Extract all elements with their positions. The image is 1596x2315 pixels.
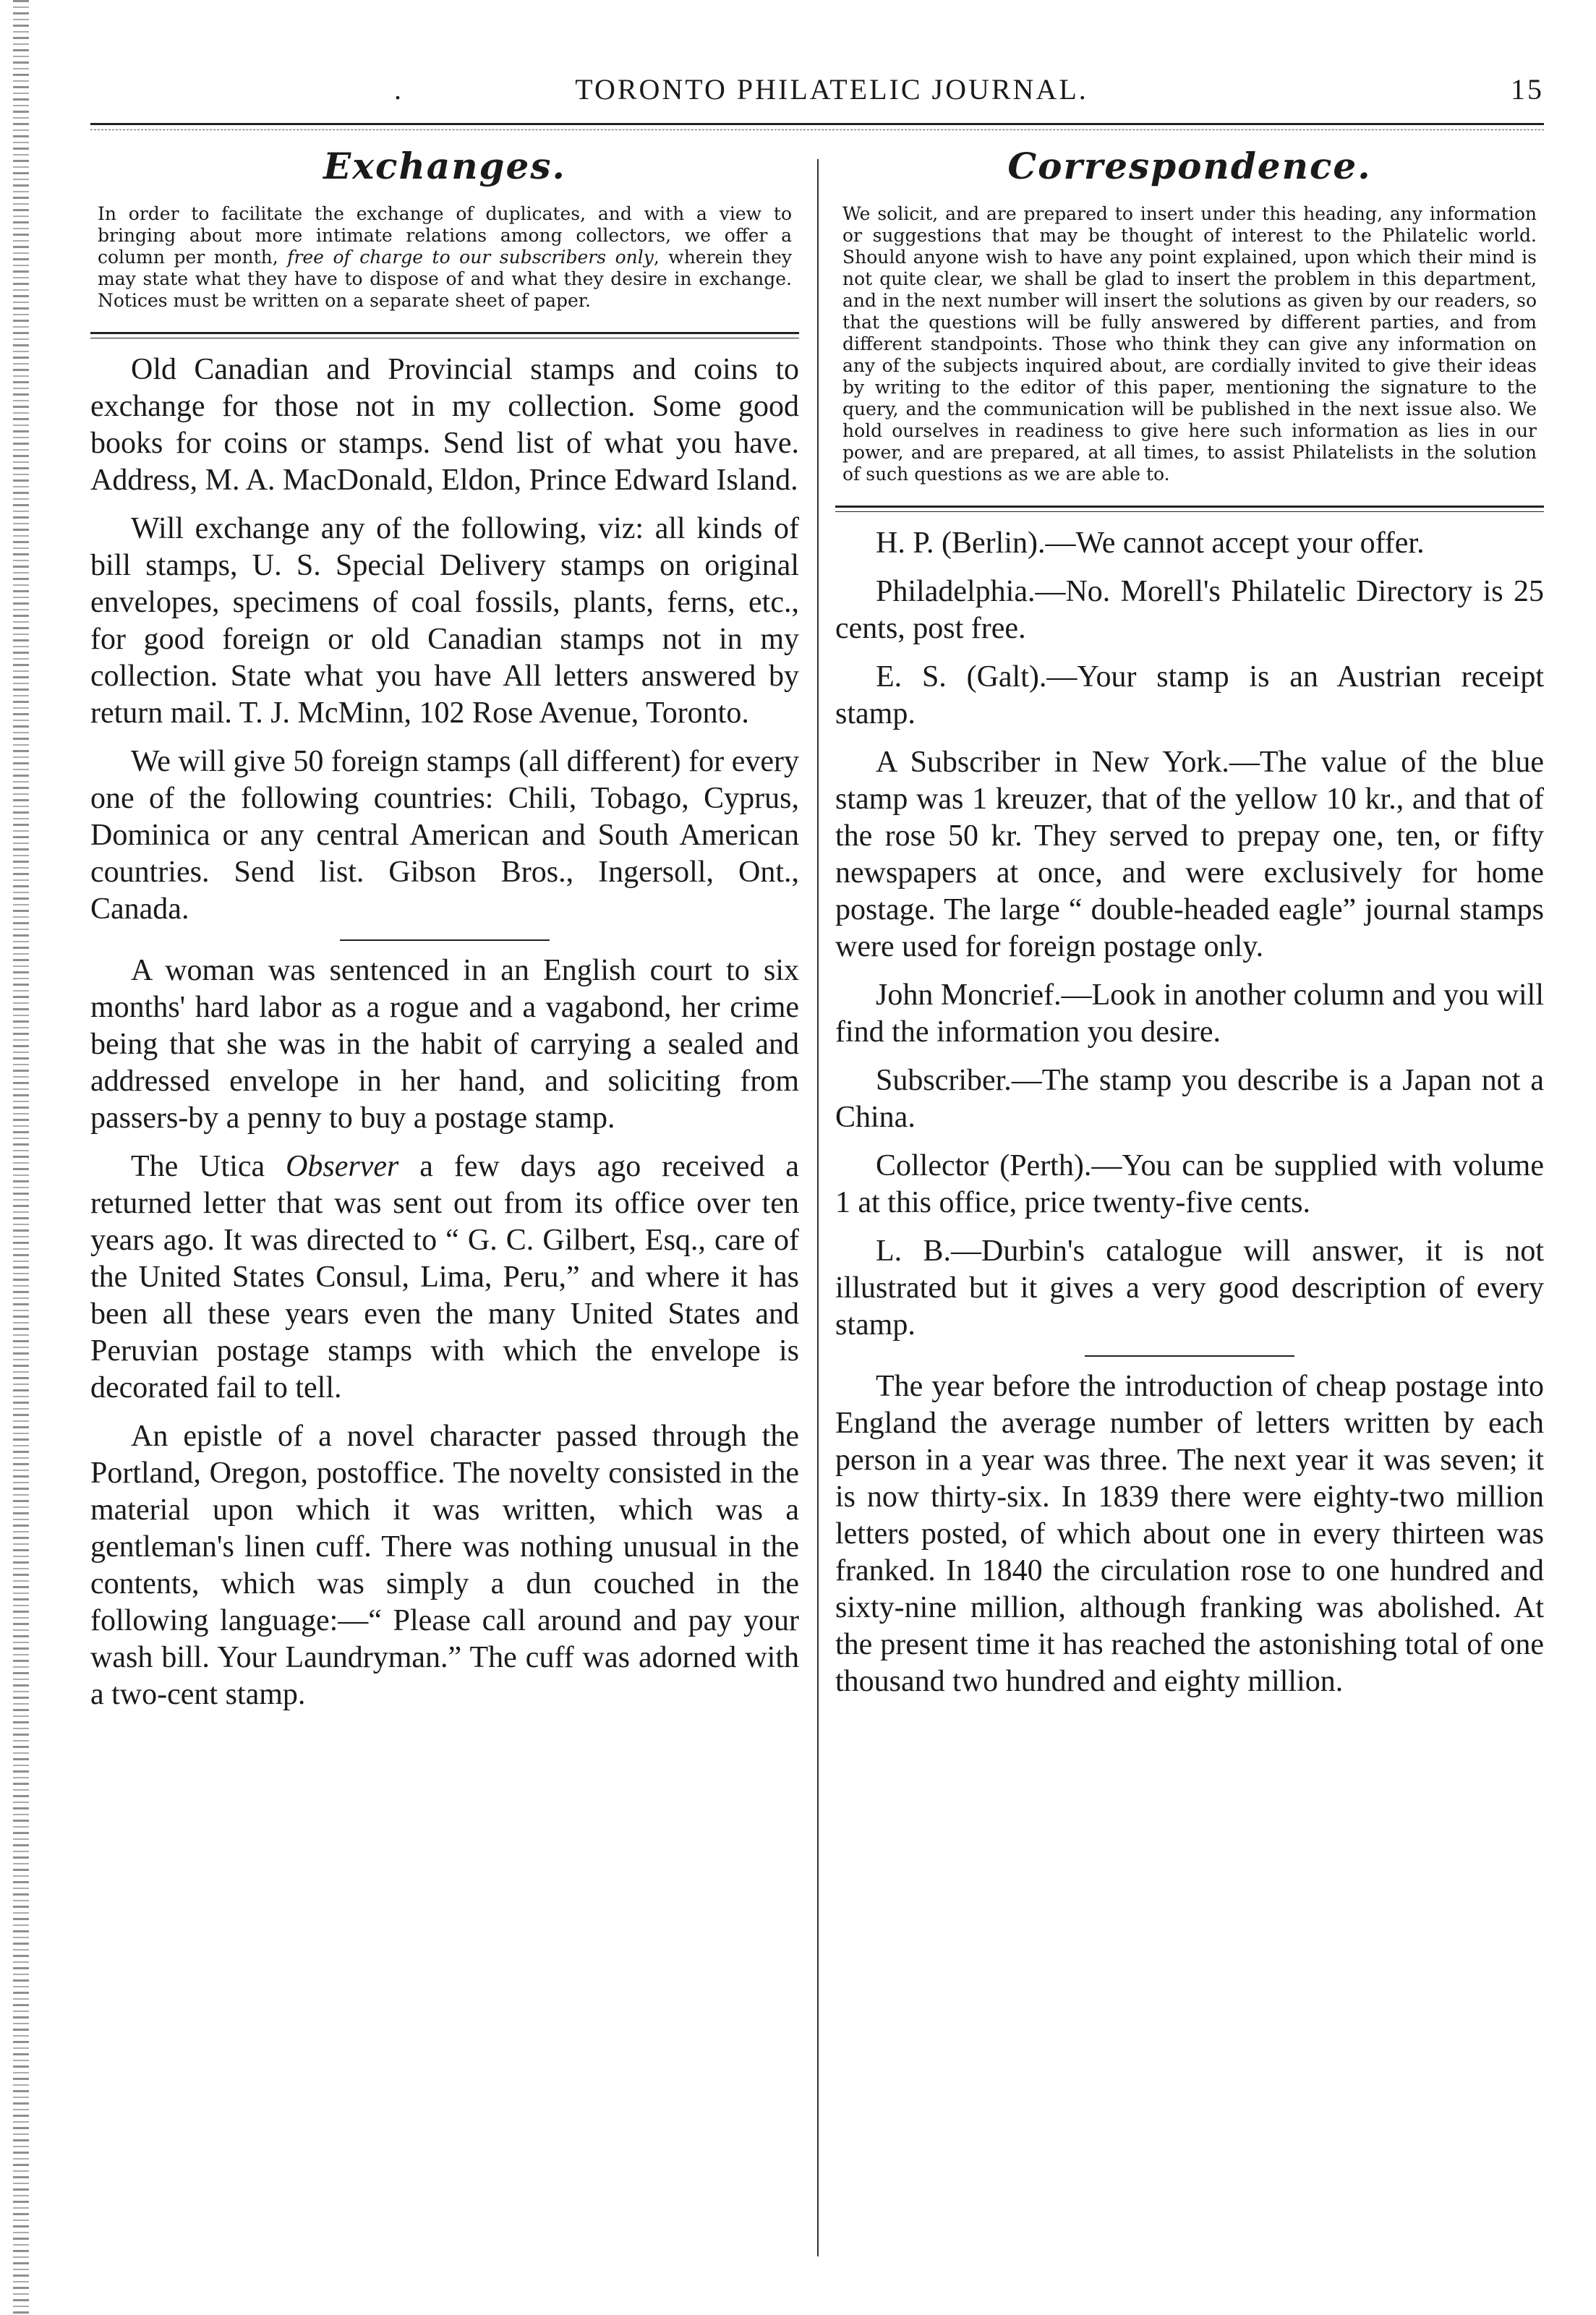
exchanges-intro	[98, 203, 792, 312]
reply-item: E. S. (Galt).—Your stamp is an Austrian receipt stamp.	[835, 660, 1544, 730]
section-separator	[340, 939, 550, 941]
page-edge-scan-artifact	[13, 0, 29, 2315]
news-item-woman: A woman was sentenced in an English court to six months' hard labor as a rogue and a vagabond, her crime being that she was in the habit of carrying a sealed and addressed envelope in her hand, and soliciting from passers-by a penny to buy a postage stamp.	[90, 954, 799, 1135]
header-rule-dashed	[90, 129, 1544, 130]
news-item-epistle: An epistle of a novel character passed through the Portland, Oregon, postoffice. The novelty consisted in the material upon which it was written, which was a gentleman's linen cuff. There was nothing unusual in the contents, which was simply a dun couched in the following language:—“ Please call around and pay your wash bill. Your Laundryman.” The cuff was adorned with a two-cent stamp.	[90, 1420, 799, 1711]
reply-item: L. B.—Durbin's catalogue will answer, it is not illustrated but it gives a very good description of every stamp.	[835, 1235, 1544, 1342]
reply-item: A Subscriber in New York.—The value of the blue stamp was 1 kreuzer, that of the yellow 10 kr., and that of the rose 50 kr. They served to prepay one, ten, or fifty newspapers at once, and were exclusively for home postage. The large “ double-headed eagle” journal stamps were used for foreign postage only.	[835, 746, 1544, 963]
correspondence-double-rule	[835, 506, 1544, 512]
left-column	[90, 145, 817, 1725]
reply-item: Collector (Perth).—You can be supplied with volume 1 at this office, price twenty-five cents.	[835, 1149, 1544, 1219]
utica-text-a: The Utica	[131, 1150, 286, 1183]
reply-item: Philadelphia.—No. Morell's Philatelic Directory is 25 cents, post free.	[835, 575, 1544, 645]
header-rule	[90, 123, 1544, 125]
exchanges-heading: Exchanges.	[323, 145, 566, 187]
journal-page	[90, 72, 1544, 1725]
journal-title: TORONTO PHILATELIC JOURNAL.	[575, 73, 1088, 106]
page-number: 15	[1511, 73, 1544, 106]
exchange-notice: Will exchange any of the following, viz: all kinds of bill stamps, U. S. Special Delivery stamps on original envelopes, specimens of coal fossils, plants, ferns, etc., for good foreign or old Canadian stamps not in my collection. State what you have All letters answered by return mail. T. J. McMinn, 102 Rose Avenue, Toronto.	[90, 512, 799, 730]
running-head-dot: .	[394, 73, 404, 106]
column-divider	[817, 159, 819, 2256]
exchanges-intro-text-b: , wherein they may state what they have to dispose of and what they desire in exchange. Notices must be written on a separate sheet of paper.	[98, 247, 793, 311]
exchanges-intro-text-a: In order to facilitate the exchange of duplicates, and with a view to bringing about more intimate relations among collectors, we offer a column per month,	[98, 203, 792, 268]
exchanges-intro-italic: free of charge to our subscribers only	[287, 247, 654, 268]
running-head	[90, 72, 1544, 116]
correspondence-intro: We solicit, and are prepared to insert under this heading, any information or suggestions that may be thought of interest to the Philatelic world. Should anyone wish to have any point explained, upon which their mind is not quite clear, we shall be glad to insert the problem in this department, and in the next number will insert the solutions as given by our readers, so that the questions will be fully answered by different parties, and from different standpoints. Those who think they can give any information on any of the subjects inquired about, are cordially invited to give their ideas by writing to the editor of this paper, mentioning the signature to the query, and the communication will be published in the next issue also. We hold ourselves in readiness to give here such information as lies in our power, and are prepared, at all times, to assist Philatelists in the solution of such questions as we are able to.	[842, 203, 1537, 485]
reply-item: John Moncrief.—Look in another column and you will find the information you desire.	[835, 979, 1544, 1049]
utica-observer-italic: Observer	[286, 1150, 399, 1183]
exchanges-double-rule	[90, 332, 799, 338]
right-column	[817, 145, 1544, 1725]
correspondence-heading: Correspondence.	[1007, 145, 1372, 187]
exchange-notice: Old Canadian and Provincial stamps and coins to exchange for those not in my collection. Some good books for coins or stamps. Send list of what you have. Address, M. A. MacDonald, Eldon, Prince Edward Island.	[90, 353, 799, 497]
news-item-utica	[90, 1148, 799, 1407]
reply-item: Subscriber.—The stamp you describe is a Japan not a China.	[835, 1064, 1544, 1134]
utica-text-b: a few days ago received a returned letter that was sent out from its office over ten years ago. It was directed to “ G. C. Gilbert, Esq., care of the United States Consul, Lima, Peru,” and where it has been all these years even the many United States and Peruvian postage stamps with which the envelope is decorated fail to tell.	[90, 1150, 800, 1404]
news-item-cheap-postage: The year before the introduction of cheap postage into England the average number of letters written by each person in a year was three. The next year it was seven; it is now thirty-six. In 1839 there were eighty-two million letters posted, of which about one in every thirteen was franked. In 1840 the circulation rose to one hundred and sixty-nine million, although franking was abolished. At the present time it has reached the astonishing total of one thousand two hundred and eighty million.	[835, 1370, 1544, 1698]
two-column-body	[90, 145, 1544, 1725]
exchange-notice: We will give 50 foreign stamps (all different) for every one of the following countries: Chili, Tobago, Cyprus, Dominica or any central American and South American countries. Send list. Gibson Bros., Ingersoll, Ont., Canada.	[90, 745, 799, 926]
section-separator	[1085, 1355, 1294, 1357]
reply-item: H. P. (Berlin).—We cannot accept your offer.	[876, 526, 1425, 560]
